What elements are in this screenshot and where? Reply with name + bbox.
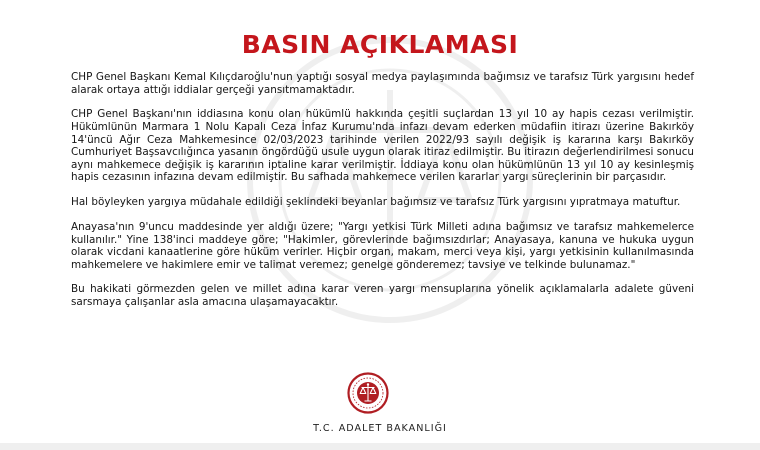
statement-paragraph: Anayasa'nın 9'uncu maddesinde yer aldığı üzere; "Yargı yetkisi Türk Milleti adına bağımsız ve tarafsız mahkemelerce kullanılır." Yine 138'inci maddeye göre; "Hakimler, görevlerinde bağımsızdırlar; Anayasaya, kanuna ve hukuka uygun olarak vicdani kanaatlerine göre hüküm verirler. Hiçbir organ, makam, merci veya kişi, yargı yetkisinin kullanılmasında mahkemelere ve hakimlere emir ve talimat veremez; genelge gönderemez; tavsiye ve telkinde bulunamaz." <box>71 220 694 271</box>
statement-paragraph: Bu hakikati görmezden gelen ve millet adına karar veren yargı mensuplarına yönelik açıklamalarla adalete güveni sarsmaya çalışanlar asla amacına ulaşamayacaktır. <box>71 283 694 309</box>
bottom-edge <box>0 443 760 450</box>
statement-body <box>71 71 694 321</box>
statement-paragraph: Hal böyleyken yargıya müdahale edildiği şeklindeki beyanlar bağımsız ve tarafsız Türk yargısını yıpratmaya matuftur. <box>71 196 681 209</box>
ministry-signature: T.C. ADALET BAKANLIĞI <box>313 423 447 434</box>
statement-paragraph: CHP Genel Başkanı Kemal Kılıçdaroğlu'nun yaptığı sosyal medya paylaşımında bağımsız ve tarafsız Türk yargısını hedef alarak ortaya attığı iddialar gerçeği yansıtmamaktadır. <box>71 71 694 96</box>
ministry-of-justice-seal-icon <box>347 372 389 414</box>
statement-paragraph: CHP Genel Başkanı'nın iddiasına konu olan hükümlü hakkında çeşitli suçlardan 13 yıl 10 ay hapis cezası verilmiştir. Hükümlünün Marmara 1 Nolu Kapalı Ceza İnfaz Kurumu'nda infazı devam ederken müdafiin itirazı üzerine Bakırköy 14'üncü Ağır Ceza Mahkemesince 02/03/2023 tarihinde verilen 2022/93 sayılı değişik iş kararına karşı Bakırköy Cumhuriyet Başsavcılığınca yasanın öngördüğü usule uygun olarak itiraz edilmiştir. Bu itirazın değerlendirilmesi sonucu aynı mahkemece değişik iş kararının iptaline karar verilmiştir. İddiaya konu olan hükümlünün 13 yıl 10 ay kesinleşmiş hapis cezasının infazına devam edilmiştir. Bu safhada mahkemece verilen kararlar yargı süreçlerinin bir parçasıdır. <box>71 108 694 184</box>
page-title: BASIN AÇIKLAMASI <box>241 30 519 59</box>
